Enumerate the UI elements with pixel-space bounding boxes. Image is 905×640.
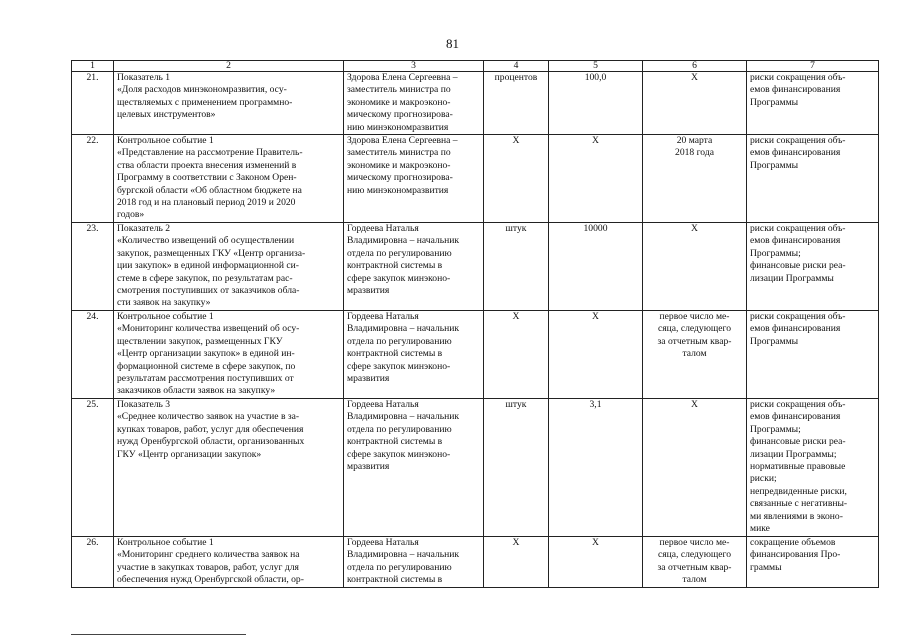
row-date: Х: [643, 398, 747, 536]
row-unit: процентов: [484, 72, 549, 135]
row-number: 22.: [72, 135, 114, 223]
row-name: Контрольное событие 1 «Мониторинг количества извещений об осу- ществлении закупок, размещенных ГКУ «Центр организации закупок» в единой ин- формационной системе в сфере закупок, по результатам рассмотрения поступивших от заказчиков области заявок на закупку»: [114, 310, 344, 398]
row-value: 100,0: [549, 72, 643, 135]
row-responsible: Гордеева Наталья Владимировна – начальник отдела по регулированию контрактной системы в: [344, 536, 484, 587]
table-row: [72, 536, 879, 587]
header-col-2: 2: [114, 61, 344, 72]
row-unit: Х: [484, 135, 549, 223]
row-number: 21.: [72, 72, 114, 135]
row-responsible: Здорова Елена Сергеевна – заместитель министра по экономике и макроэконо- мическому прогнозирова- нию минэкономразвития: [344, 135, 484, 223]
row-name: Показатель 2 «Количество извещений об осуществлении закупок, размещенных ГКУ «Центр организа- ции закупок» в единой информационной си- стеме в сфере закупок, по результатам рас- смотрения поступивших от заказчиков обла- сти заявок на закупку»: [114, 222, 344, 310]
row-value: Х: [549, 135, 643, 223]
row-date: Х: [643, 222, 747, 310]
row-value: Х: [549, 310, 643, 398]
row-unit: штук: [484, 398, 549, 536]
footnote-separator: [71, 634, 246, 635]
row-name: Контрольное событие 1 «Мониторинг среднего количества заявок на участие в закупках товаров, работ, услуг для обеспечения нужд Оренбургской области, ор-: [114, 536, 344, 587]
row-number: 24.: [72, 310, 114, 398]
row-value: Х: [549, 536, 643, 587]
row-date: Х: [643, 72, 747, 135]
row-date: первое число ме- сяца, следующего за отчетным квар- талом: [643, 310, 747, 398]
row-name: Показатель 3 «Среднее количество заявок на участие в за- купках товаров, работ, услуг для обеспечения нужд Оренбургской области, организованных ГКУ «Центр организации закупок»: [114, 398, 344, 536]
row-responsible: Гордеева Наталья Владимировна – начальник отдела по регулированию контрактной системы в сфере закупок минэконо- мразвития: [344, 310, 484, 398]
header-col-3: 3: [344, 61, 484, 72]
row-unit: Х: [484, 310, 549, 398]
row-risks: сокращение объемов финансирования Про- граммы: [747, 536, 879, 587]
row-risks: риски сокращения объ- емов финансирования Программы; финансовые риски реа- лизации Программы; нормативные правовые риски; непредвиденные риски, связанные с негативны- ми явлениями в эконо- мике: [747, 398, 879, 536]
row-responsible: Гордеева Наталья Владимировна – начальник отдела по регулированию контрактной системы в сфере закупок минэконо- мразвития: [344, 222, 484, 310]
header-col-1: 1: [72, 61, 114, 72]
page-number: 81: [446, 36, 459, 51]
row-value: 10000: [549, 222, 643, 310]
row-number: 25.: [72, 398, 114, 536]
document-table: [71, 60, 879, 588]
row-date: 20 марта 2018 года: [643, 135, 747, 223]
header-col-6: 6: [643, 61, 747, 72]
row-number: 26.: [72, 536, 114, 587]
row-date: первое число ме- сяца, следующего за отчетным квар- талом: [643, 536, 747, 587]
header-col-4: 4: [484, 61, 549, 72]
row-risks: риски сокращения объ- емов финансирования Программы: [747, 310, 879, 398]
row-responsible: Здорова Елена Сергеевна – заместитель министра по экономике и макроэконо- мическому прогнозирова- нию минэкономразвития: [344, 72, 484, 135]
row-unit: Х: [484, 536, 549, 587]
row-number: 23.: [72, 222, 114, 310]
table-row: [72, 398, 879, 536]
header-row: [72, 61, 879, 72]
table-row: [72, 222, 879, 310]
table-row: [72, 310, 879, 398]
row-risks: риски сокращения объ- емов финансирования Программы: [747, 72, 879, 135]
row-unit: штук: [484, 222, 549, 310]
header-col-5: 5: [549, 61, 643, 72]
row-value: 3,1: [549, 398, 643, 536]
row-risks: риски сокращения объ- емов финансирования Программы; финансовые риски реа- лизации Программы: [747, 222, 879, 310]
table-row: [72, 72, 879, 135]
row-name: Показатель 1 «Доля расходов минэкономразвития, осу- ществляемых с применением программно- целевых инструментов»: [114, 72, 344, 135]
row-name: Контрольное событие 1 «Представление на рассмотрение Правитель- ства области проекта внесения изменений в Программу в соответствии с Законом Орен- бургской области «Об областном бюджете на 2018 год и на плановый период 2019 и 2020 годов»: [114, 135, 344, 223]
header-col-7: 7: [747, 61, 879, 72]
table-row: [72, 135, 879, 223]
row-responsible: Гордеева Наталья Владимировна – начальник отдела по регулированию контрактной системы в сфере закупок минэконо- мразвития: [344, 398, 484, 536]
row-risks: риски сокращения объ- емов финансирования Программы: [747, 135, 879, 223]
